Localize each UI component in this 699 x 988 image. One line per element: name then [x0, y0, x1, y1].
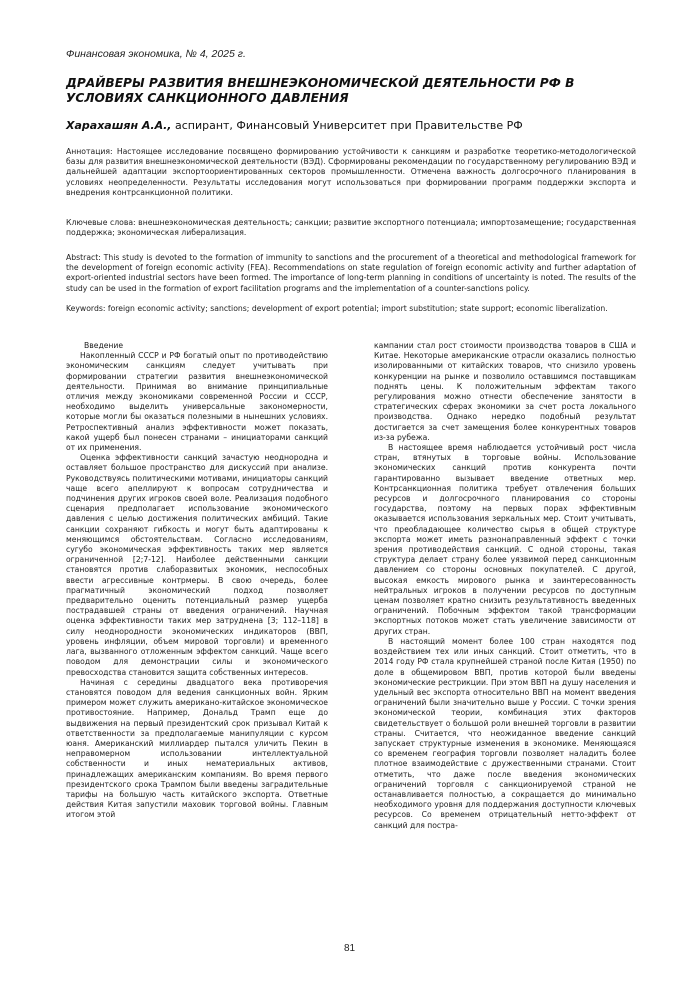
- keywords-en: Keywords: foreign economic activity; sanctions; development of export potential; import substitution; state support; economic liberalization.: [66, 304, 608, 313]
- paragraph: В настоящий момент более 100 стран находятся под воздействием тех или иных санкций. Стоит отметить, что в 2014 году РФ стала крупнейшей страной после Китая (1950) по доле в общемировом ВВП, против которой были введены экономические рестрикции. При этом ВВП на душу населения и удельный вес экспорта относительно ВВП на момент введения ограничений были значительно выше у России. С точки зрения экономической теории, комбинация этих факторов свидетельствует о большой роли внешней торговли в развитии страны. Считается, что неожиданное введение санкций запускает структурные изменения в экономике. Меняющаяся со временем география торговли позволяет наладить более плотное взаимодействие с дружественными странами. Стоит отметить, что даже после введения экономических ограничений торговля с санкционируемой страной не останавливается полностью, а сокращается до минимально необходимого уровня для поддержания доступности ключевых ресурсов. Со временем отрицательный нетто-эффект от санкций для постра-: [374, 636, 636, 830]
- abstract-ru: Аннотация: Настоящее исследование посвящено формированию устойчивости к санкциям и разработке теоретико-методологической базы для развития внешнеэкономической деятельности (ВЭД). Сформированы рекомендации по государственному регулированию ВЭД и дальнейшей адаптации экспортоориентированных секторов промышленности. Отмечена важность долгосрочного планирования в условиях неопределенности. Результаты исследования могут использоваться при формировании программ поддержки экспорта и внедрения контрсанкционной политики.: [66, 147, 636, 197]
- paragraph: В настоящее время наблюдается устойчивый рост числа стран, втянутых в торговые войны. Использование экономических санкций против конкурента почти гарантированно вызывает введение ответных мер. Контрсанкционная политика требует отвлечения больших ресурсов и долгосрочного планирования со стороны государства, поэтому на первых порах эффективным оказывается использования зеркальных мер. Стоит учитывать, что преобладающее количество сырья в общей структуре экспорта может иметь разнонаправленный эффект с точки зрения противодействия санкций. С одной стороны, такая структура делает страну более уязвимой перед санкционным давлением со стороны основных покупателей. С другой, высокая емкость мирового рынка и заинтересованность нейтральных игроков в получении ресурсов по доступным ценам позволяет кратно снизить результативность введенных ограничений. Побочным эффектом такой трансформации экспортных потоков может стать увеличение зависимости от других стран.: [374, 443, 636, 636]
- journal-header: Финансовая экономика, № 4, 2025 г.: [66, 48, 246, 60]
- author-affiliation: аспирант, Финансовый Университет при Правительстве РФ: [171, 119, 523, 132]
- article-title: ДРАЙВЕРЫ РАЗВИТИЯ ВНЕШНЕЭКОНОМИЧЕСКОЙ ДЕЯТЕЛЬНОСТИ РФ В УСЛОВИЯХ САНКЦИОННОГО ДАВЛЕНИЯ: [66, 76, 575, 105]
- author-name: Харахашян А.А.,: [66, 119, 172, 132]
- paragraph-continued: кампании стал рост стоимости производства товаров в США и Китае. Некоторые американские отрасли оказались полностью изолированными от китайских товаров, что снизило уровень конкуренции на рынке и позволило оставшимся поставщикам поднять цены. К положительным эффектам такого регулирования можно отнести обеспечение занятости в стратегических сферах экономики за счет роста локального производства. Однако нередко подобный результат достигается за счет замещения более конкурентных товаров из-за рубежа.: [374, 341, 636, 442]
- section-heading: Введение: [84, 341, 124, 350]
- author-line: [66, 119, 523, 132]
- keywords-ru: Ключевые слова: внешнеэкономическая деятельность; санкции; развитие экспортного потенциала; импортозамещение; государственная поддержка; экономическая либерализация.: [66, 218, 636, 238]
- paragraph: Оценка эффективности санкций зачастую неоднородна и оставляет большое пространство для дискуссий при анализе. Руководствуясь политическими мотивами, инициаторы санкций чаще всего апеллируют к вопросам сотрудничества и подчинения других игроков своей воле. Реализация подобного сценария предполагает использование экономического давления с целью достижения политических амбиций. Такие санкции сохраняют гибкость и могут быть адаптированы к меняющимся обстоятельствам. Согласно исследованиям, сугубо экономическая эффективность таких мер является ограниченной [2;7-12]. Наиболее действенными санкции становятся против слаборазвитых экономик, неспособных ввести агрессивные контрмеры. В свою очередь, более прагматичный экономический подход позволяет предварительно оценить потенциальный размер ущерба пострадавшей страны от введения ограничений. Научная оценка эффективности таких мер затруднена [3; 112–118] в силу неоднородности экономических индикаторов (ВВП, уровень инфляции, объем мировой торговли) и временного лага, вызванного отложенным эффектом санкций. Чаще всего поводом для демонстрации силы и экономического превосходства становится защита собственных интересов.: [66, 453, 328, 677]
- right-column: [374, 341, 636, 831]
- paragraph: Начиная с середины двадцатого века противоречия становятся поводом для ведения санкционных войн. Ярким примером может служить американо-китайское экономическое противостояние. Например, Дональд Трамп еще до выдвижения на первый президентский срок призывал Китай к ответственности за предполагаемые манипуляции с курсом юаня. Американский миллиардер пытался уличить Пекин в неправомерном использовании интеллектуальной собственности и иных нематериальных активов, принадлежащих американским компаниям. Во время первого президентского срока Трампом были введены заградительные тарифы на большую часть китайского экспорта. Ответные действия Китая запустили маховик торговой войны. Главным итогом этой: [66, 677, 328, 820]
- abstract-en: Abstract: This study is devoted to the formation of immunity to sanctions and the procurement of a theoretical and methodological framework for the development of foreign economic activity (FEA). Recommendations on state regulation of foreign economic activity and further adaptation of export-oriented industrial sectors have been formed. The importance of long-term planning in conditions of uncertainty is noted. The results of the study can be used in the formation of export facilitation programs and the implementation of a counter-sanctions policy.: [66, 253, 636, 293]
- page-number: 81: [343, 943, 356, 954]
- paragraph: Накопленный СССР и РФ богатый опыт по противодействию экономическим санкциям следует учитывать при формировании стратегии развития внешнеэкономической деятельности. Принимая во внимание принципиальные отличия между экономиками современной России и СССР, необходимо выделить универсальные закономерности, которые могли бы оказаться полезными в нынешних условиях. Ретроспективный анализ эффективности может показать, какой ущерб был понесен странами – инициаторами санкций от их применения.: [66, 351, 328, 453]
- left-column: [66, 341, 328, 821]
